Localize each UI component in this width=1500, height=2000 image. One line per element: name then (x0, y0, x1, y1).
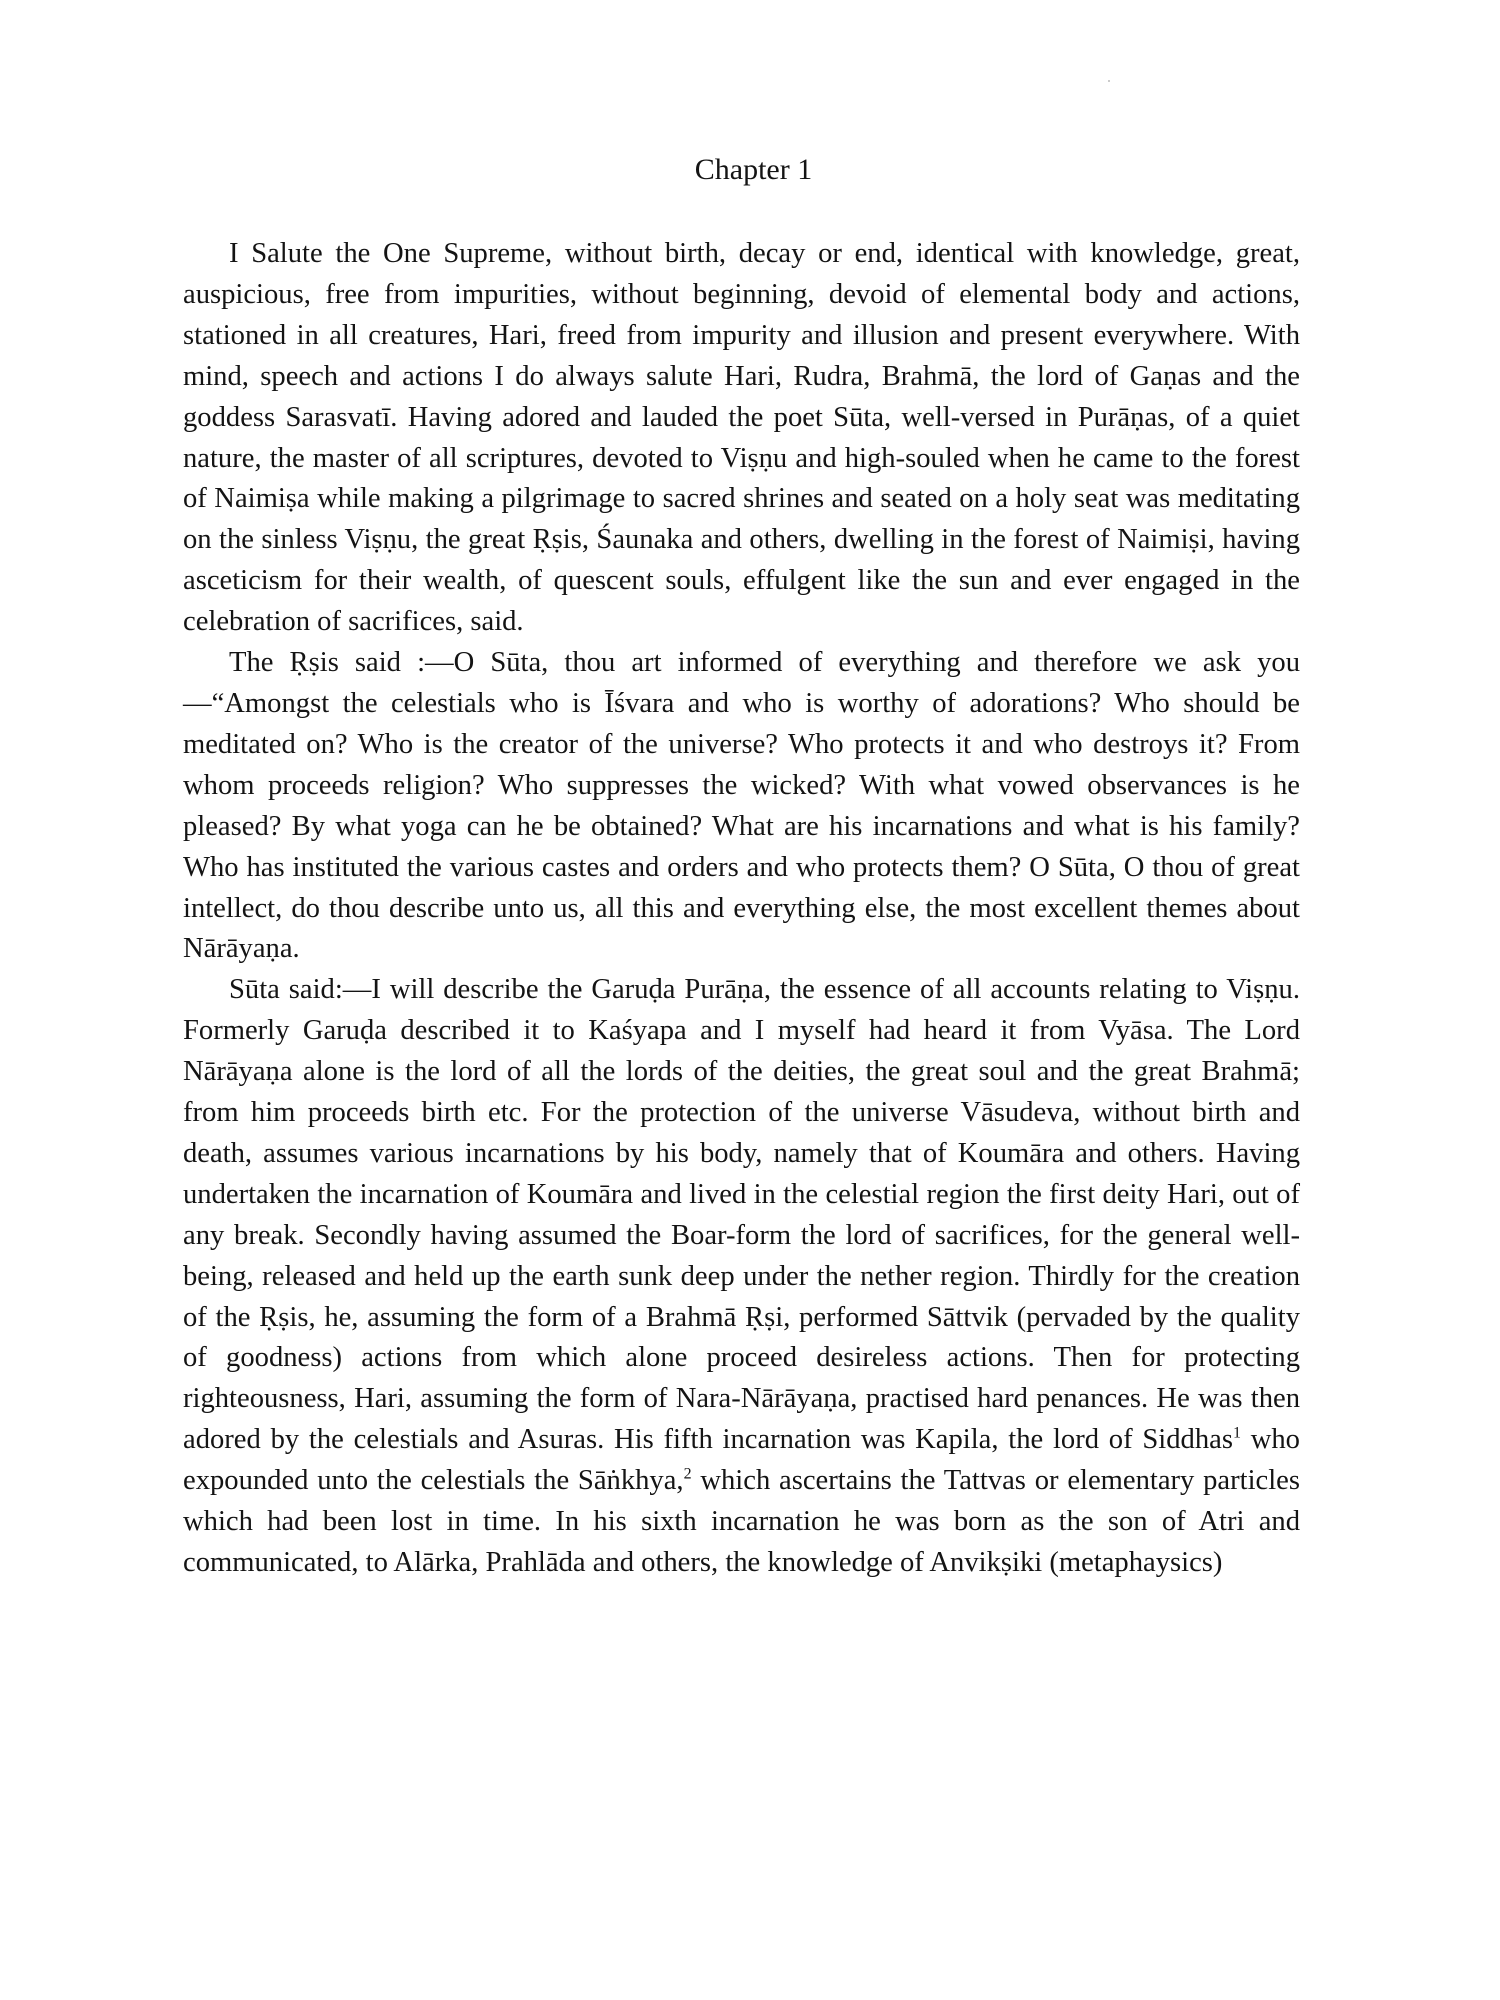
paragraph-suta-answer (183, 970, 1300, 1584)
footnote-marker-2[interactable]: 2 (683, 1465, 692, 1483)
paragraph-salutation: I Salute the One Supreme, without birth, decay or end, identical with knowledge, great, auspicious, free from impurities, without beginning, devoid of elemental body and actions, stationed in all creatures, Hari, freed from impurity and illusion and present everywhere. With mind, speech and actions I do always salute Hari, Rudra, Brahmā, the lord of Gaṇas and the goddess Sarasvatī. Having adored and lauded the poet Sūta, well-versed in Purāṇas, of a quiet nature, the master of all scriptures, devoted to Viṣṇu and high-souled when he came to the forest of Naimiṣa while making a pilgrimage to sacred shrines and seated on a holy seat was meditating on the sinless Viṣṇu, the great Ṛṣis, Śaunaka and others, dwelling in the forest of Naimiṣi, having asceticism for their wealth, of quescent souls, effulgent like the sun and ever engaged in the celebration of sacrifices, said. (183, 238, 1300, 638)
paragraph-suta-text-1: Sūta said:—I will describe the Garuḍa Purāṇa, the essence of all accounts relating to Viṣṇu. Formerly Garuḍa described it to Kaśyapa and I myself had heard it from Vyāsa. The Lord Nārāyaṇa alone is the lord of all the lords of the deities, the great soul and the great Brahmā; from him proceeds birth etc. For the protection of the universe Vāsudeva, without birth and death, assumes various incarnations by his body, namely that of Koumāra and others. Having undertaken the incarnation of Koumāra and lived in the celestial region the first deity Hari, out of any break. Secondly having assumed the Boar-form the lord of sacrifices, for the general well-being, released and held up the earth sunk deep under the nether region. Thirdly for the creation of the Ṛṣis, he, assuming the form of a Brahmā Ṛṣi, performed Sāttvik (pervaded by the quality of goodness) actions from which alone proceed desireless actions. Then for protecting righteousness, Hari, assuming the form of Nara-Nārāyaṇa, practised hard penances. He was then adored by the celestials and Asuras. His fifth incarnation was Kapila, the lord of Siddhas (183, 974, 1300, 1456)
body-text (183, 234, 1300, 1584)
paragraph-suta-text-2: who expounded unto the celestials the Sāṅkhya, (183, 1424, 1300, 1497)
scan-speck (1108, 80, 1110, 82)
footnote-marker-1[interactable]: 1 (1232, 1424, 1241, 1442)
paragraph-rsis-question: The Ṛṣis said :—O Sūta, thou art informed of everything and therefore we ask you—“Amongst the celestials who is Īśvara and who is worthy of adorations? Who should be meditated on? Who is the creator of the universe? Who protects it and who destroys it? From whom proceeds religion? Who suppresses the wicked? With what vowed observances is he pleased? By what yoga can he be obtained? What are his incarnations and what is his family? Who has instituted the various castes and orders and who protects them? O Sūta, O thou of great intellect, do thou describe unto us, all this and everything else, the most excellent themes about Nārāyaṇa. (183, 647, 1300, 965)
chapter-title: Chapter 1 (694, 153, 813, 186)
paragraph-suta-text-3: which ascertains the Tattvas or elementary particles which had been lost in time. In his sixth incarnation he was born as the son of Atri and communicated, to Alārka, Prahlāda and others, the knowledge of Anvikṣiki (metaphaysics) (183, 1465, 1300, 1578)
page-content (183, 150, 1300, 1584)
